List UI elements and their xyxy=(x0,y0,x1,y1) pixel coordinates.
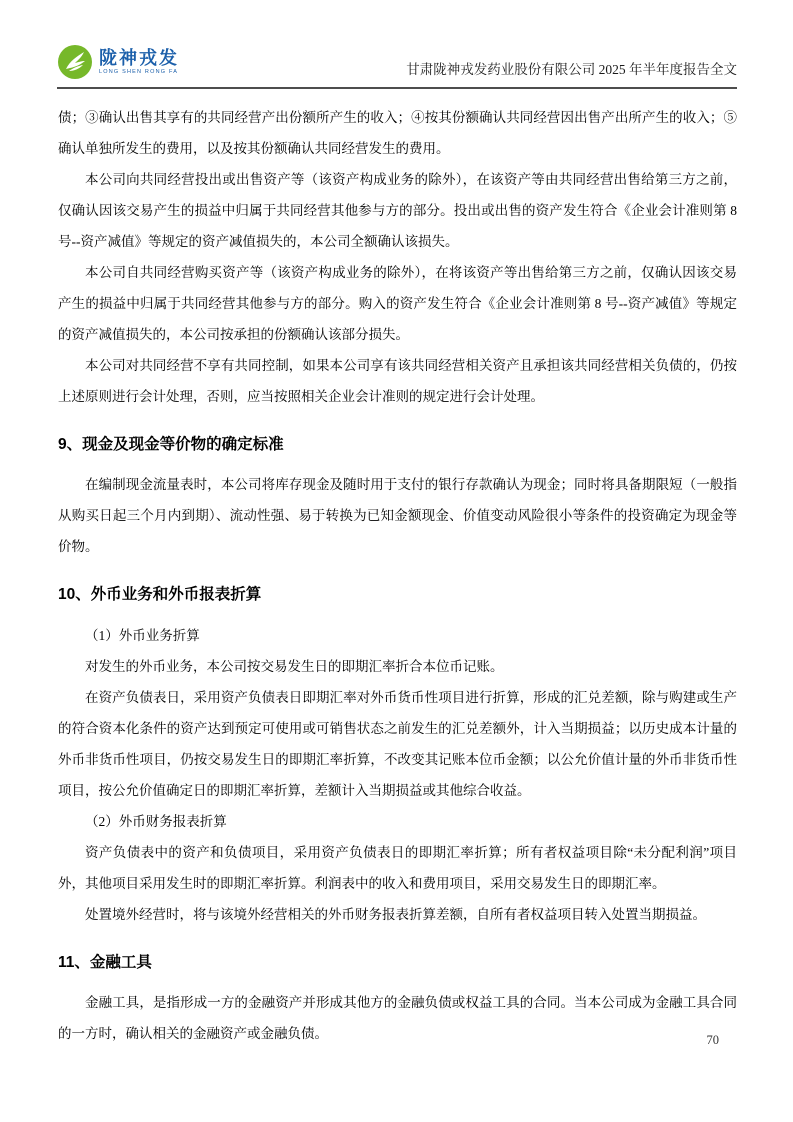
longshen-bird-logo-icon xyxy=(57,44,93,80)
subheading-fx-statements: （2）外币财务报表折算 xyxy=(85,813,227,829)
paragraph-balance-sheet-date: 在资产负债表日，采用资产负债表日即期汇率对外币货币性项目进行折算，形成的汇兑差额，除与购建或生产的符合资本化条件的资产达到预定可使用或可销售状态之前发生的汇兑差额外，计入当期损益；以历史成本计量的外币非货币性项目，仍按交易发生日的即期汇率折算，不改变其记账本位币金额；以公允价值计量的外币非货币性项目，按公允价值确定日的即期汇率折算，差额计入当期损益或其他综合收益。 xyxy=(58,689,737,798)
heading-foreign-currency: 10、外币业务和外币报表折算 xyxy=(58,586,262,604)
paragraph-joint-operation-items: 债；③确认出售其享有的共同经营产出份额所产生的收入；④按其份额确认共同经营因出售产出所产生的收入；⑤确认单独所发生的费用，以及按其份额确认共同经营发生的费用。 xyxy=(58,110,737,156)
paragraph-invest-or-sell-assets: 本公司向共同经营投出或出售资产等（该资产构成业务的除外），在该资产等由共同经营出售给第三方之前，仅确认因该交易产生的损益中归属于共同经营其他参与方的部分。投出或出售的资产发生符合《企业会计准则第 8 号--资产减值》等规定的资产减值损失的，本公司全额确认该损失。 xyxy=(58,172,737,249)
paragraph-financial-instruments: 金融工具，是指形成一方的金融资产并形成其他方的金融负债或权益工具的合同。当本公司成为金融工具合同的一方时，确认相关的金融资产或金融负债。 xyxy=(58,994,737,1041)
logo-text xyxy=(99,49,179,76)
subheading-fx-business: （1）外币业务折算 xyxy=(85,627,200,643)
paragraph-purchase-assets: 本公司自共同经营购买资产等（该资产构成业务的除外），在将该资产等出售给第三方之前，仅确认因该交易产生的损益中归属于共同经营其他参与方的部分。购入的资产发生符合《企业会计准则第 8 号--资产减值》等规定的资产减值损失的，本公司按承担的份额确认该部分损失。 xyxy=(58,265,737,342)
company-logo xyxy=(57,44,179,80)
paragraph-disposal-overseas: 处置境外经营时，将与该境外经营相关的外币财务报表折算差额，自所有者权益项目转入处置当期损益。 xyxy=(85,906,706,922)
page-number: 70 xyxy=(706,1033,719,1047)
paragraph-no-joint-control: 本公司对共同经营不享有共同控制，如果本公司享有该共同经营相关资产且承担该共同经营相关负债的，仍按上述原则进行会计处理，否则，应当按照相关企业会计准则的规定进行会计处理。 xyxy=(58,358,737,404)
heading-financial-instruments: 11、金融工具 xyxy=(58,953,152,971)
page-header xyxy=(57,44,737,89)
paragraph-cash-equivalents: 在编制现金流量表时，本公司将库存现金及随时用于支付的银行存款确认为现金；同时将具备期限短（一般指从购买日起三个月内到期）、流动性强、易于转换为已知金额现金、价值变动风险很小等条件的投资确定为现金等价物。 xyxy=(58,477,737,555)
report-title: 甘肃陇神戎发药业股份有限公司 2025 年半年度报告全文 xyxy=(406,62,737,77)
paragraph-fx-statements: 资产负债表中的资产和负债项目，采用资产负债表日的即期汇率折算；所有者权益项目除“未分配利润”项目外，其他项目采用发生时的即期汇率折算。利润表中的收入和费用项目，采用交易发生日的即期汇率。 xyxy=(58,844,737,891)
logo-name-cn: 陇神戎发 xyxy=(99,47,179,68)
logo-name-en: LONG SHEN RONG FA xyxy=(99,68,179,75)
heading-cash-equivalents: 9、现金及现金等价物的确定标准 xyxy=(58,436,284,453)
document-body xyxy=(58,102,737,1049)
paragraph-fx-business: 对发生的外币业务，本公司按交易发生日的即期汇率折合本位币记账。 xyxy=(85,658,504,674)
